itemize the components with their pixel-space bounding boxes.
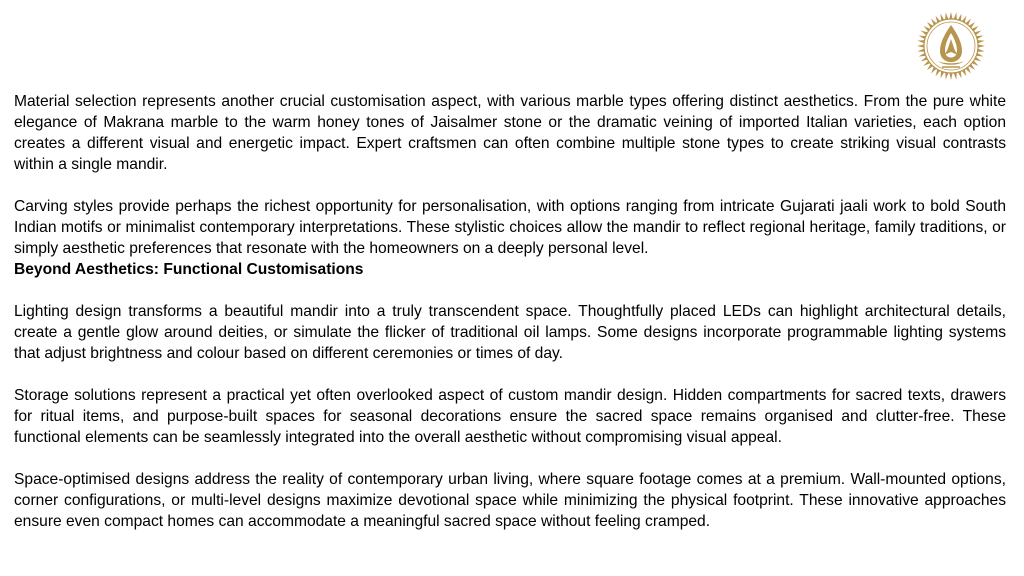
mandir-emblem-logo xyxy=(914,11,988,81)
logo-ray xyxy=(917,49,924,52)
logo-ray xyxy=(977,49,984,52)
logo-ray xyxy=(954,12,957,19)
logo-ray xyxy=(954,72,957,79)
logo-ray xyxy=(949,12,952,19)
logo-ray xyxy=(977,40,984,43)
logo-ray xyxy=(917,44,924,47)
document-body xyxy=(14,91,1006,532)
logo-ray xyxy=(917,40,924,43)
section-heading: Beyond Aesthetics: Functional Customisations xyxy=(14,261,364,278)
logo-ray xyxy=(945,12,948,19)
paragraph-space-optimised: Space-optimised designs address the reality of contemporary urban living, where square footage comes at a premium. Wall-mounted options, corner configurations, or multi-level designs maximize devotional space while minimizing the physical footprint. These innovative approaches ensure even compact homes can accommodate a meaningful sacred space without feeling cramped. xyxy=(14,471,1006,530)
logo-ray xyxy=(949,73,952,80)
paragraph-carving-styles: Carving styles provide perhaps the richest opportunity for personalisation, with options ranging from intricate Gujarati jaali work to bold South Indian motifs or minimalist contemporary interpretations. These stylistic choices allow the mandir to reflect regional heritage, family traditions, or simply aesthetic preferences that resonate with the homeowners on a deeply personal level. xyxy=(14,198,1006,257)
paragraph-lighting-design: Lighting design transforms a beautiful mandir into a truly transcendent space. Thoughtfully placed LEDs can highlight architectural details, create a gentle glow around deities, or simulate the flicker of traditional oil lamps. Some designs incorporate programmable lighting systems that adjust brightness and colour based on different ceremonies or times of day. xyxy=(14,303,1006,362)
paragraph-material-selection: Material selection represents another crucial customisation aspect, with various marble types offering distinct aesthetics. From the pure white elegance of Makrana marble to the warm honey tones of Jaisalmer stone or the dramatic veining of imported Italian varieties, each option creates a different visual and energetic impact. Expert craftsmen can often combine multiple stone types to create striking visual contrasts within a single mandir. xyxy=(14,93,1006,173)
logo-ray xyxy=(945,72,948,79)
paragraph-storage-solutions: Storage solutions represent a practical yet often overlooked aspect of custom mandir design. Hidden compartments for sacred texts, drawers for ritual items, and purpose-built spaces for seasonal decorations ensure the sacred space remains organised and clutter-free. These functional elements can be seamlessly integrated into the overall aesthetic without compromising visual appeal. xyxy=(14,387,1006,446)
mandir-emblem-icon xyxy=(914,11,988,81)
logo-ray xyxy=(978,44,985,47)
